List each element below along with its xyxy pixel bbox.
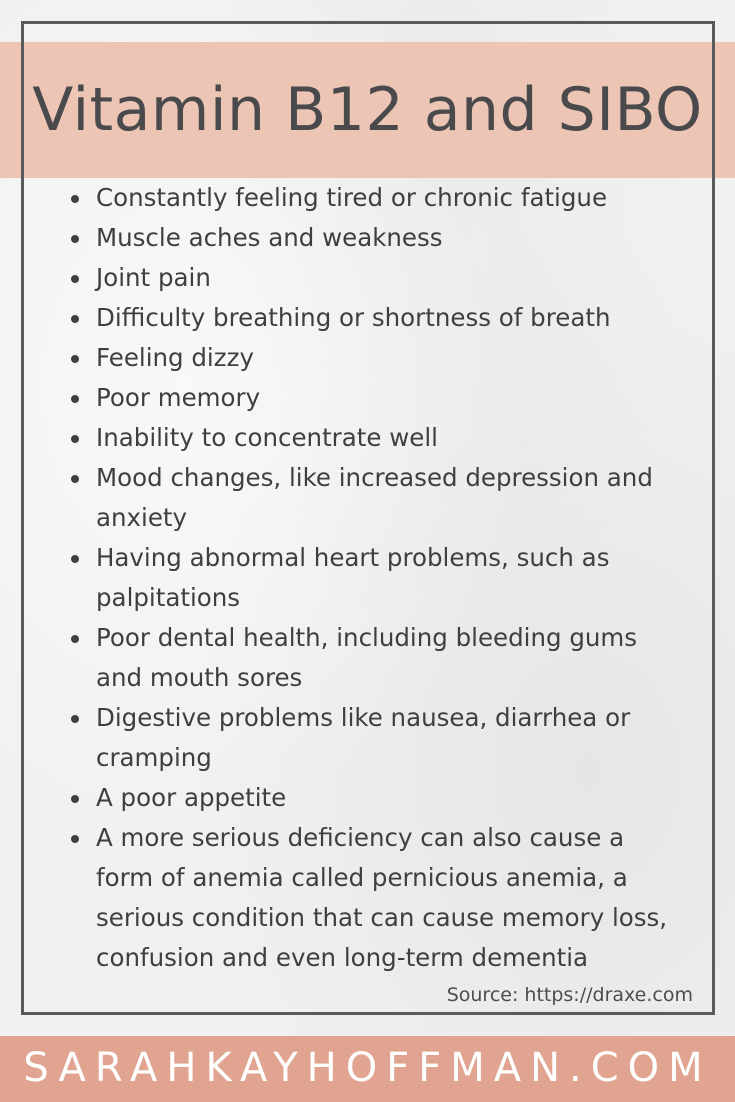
list-item: Digestive problems like nausea, diarrhea or cramping — [68, 698, 688, 778]
symptom-list — [68, 178, 688, 978]
source-citation: Source: https://draxe.com — [446, 984, 693, 1006]
list-item: Muscle aches and weakness — [68, 218, 688, 258]
list-item: Having abnormal heart problems, such as palpitations — [68, 538, 688, 618]
list-item: Mood changes, like increased depression and anxiety — [68, 458, 688, 538]
list-item: A more serious deficiency can also cause a form of anemia called pernicious anemia, a serious condition that can cause memory loss, confusion and even long-term dementia — [68, 818, 688, 978]
list-item: Constantly feeling tired or chronic fatigue — [68, 178, 688, 218]
list-item: A poor appetite — [68, 778, 688, 818]
list-item: Inability to concentrate well — [68, 418, 688, 458]
page-title: Vitamin B12 and SIBO — [32, 75, 703, 145]
list-item: Difficulty breathing or shortness of breath — [68, 298, 688, 338]
list-item: Poor dental health, including bleeding gums and mouth sores — [68, 618, 688, 698]
footer-site-name: SARAHKAYHOFFMAN.COM — [23, 1045, 712, 1091]
list-item: Feeling dizzy — [68, 338, 688, 378]
list-item: Joint pain — [68, 258, 688, 298]
list-item: Poor memory — [68, 378, 688, 418]
